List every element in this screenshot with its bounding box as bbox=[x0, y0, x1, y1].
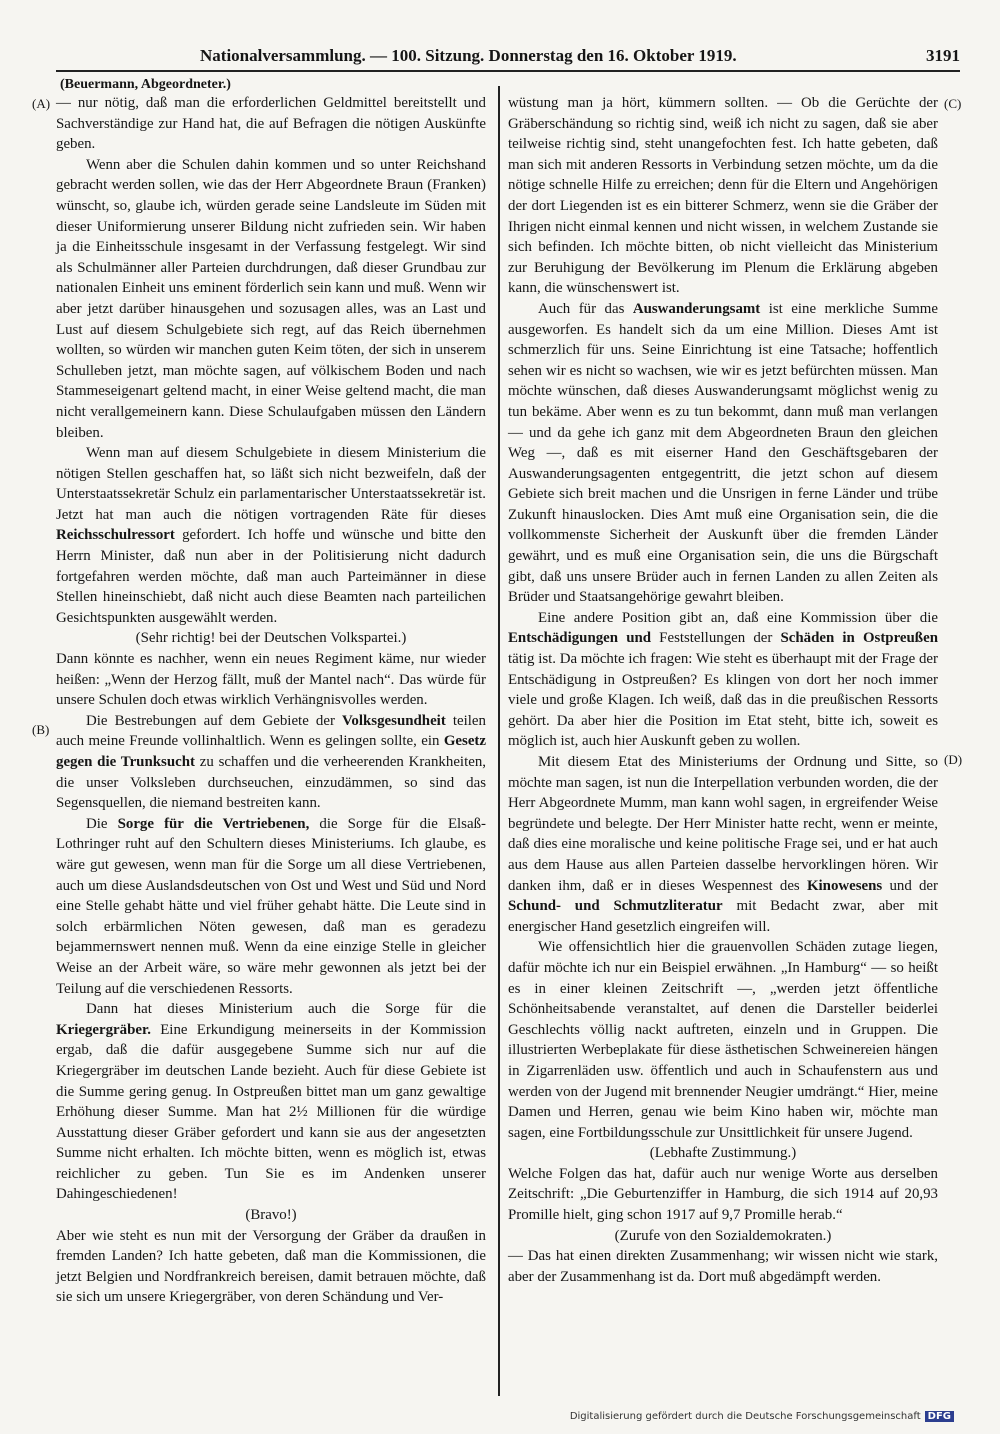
paragraph: Auch für das Auswanderungsamt ist eine merkliche Summe ausgeworfen. Es handelt sich da um eine Million. Dieses Amt ist schmerzlich für uns. Seine Einrichtung ist eine Tatsache; hoffentlich sehen wir es nicht so wachsen, wie wir es jetzt befürchten müssen. Man möchte wünschen, daß dieses Auswanderungsamt möglichst wenig zu tun bekäme. Aber wenn es zu tun bekommt, dann muß man verlangen — und da gehe ich ganz mit dem Abgeordneten Braun den gleichen Weg —, daß es mit eiserner Hand den Geschäftsgebaren der Auswanderungsagenten entgegentritt, die jetzt schon auf diesem Gebiete sich breit machen und die Unsrigen in ferne Länder und trübe Zukunft hinauslocken. Dies Amt muß eine Organisation sein, die die vollkommenste Sicherheit der Auskunft über die fremden Länder gewährt, und es muß eine Organisation sein, die uns die Bürgschaft gibt, daß uns unsere Brüder auch in fernen Landen zu allen Zeiten als Brüder und Staatsangehörige gewahrt bleiben. bbox=[508, 300, 938, 606]
margin-marker-b: (B) bbox=[32, 722, 50, 737]
paragraph: Dann könnte es nachher, wenn ein neues Regiment käme, nur wieder heißen: „Wenn der Herzog fällt, muß der Mantel nach“. Das würde für unsere Schulen doch etwas wirklich Verhängnisvolles werden. bbox=[56, 651, 486, 709]
paragraph: Wie offensichtlich hier die grauenvollen Schäden zutage liegen, dafür möchte ich nur ein Beispiel erwähnen. „In Hamburg“ — so heißt es in einer kleinen Zeitschrift —, „werden jetzt öffentliche Schönheitsabende veranstaltet, auf denen die Darsteller beiderlei Geschlechts völlig nackt auftreten, einzeln und in Gruppen. Die illustrierten Werbeplakate für diese ästhetischen Schweinereien hängen in Zigarrenläden usw. öffentlich und auch in Schaufenstern aus und werden von der Jugend mit brennender Neugier umdrängt.“ Hier, meine Damen und Herren, genau wie beim Kino haben wir, möchte man sagen, eine Fortbildungsschule zur Unsittlichkeit für unsere Jugend. bbox=[508, 939, 938, 1141]
paragraph: Die Sorge für die Vertriebenen, die Sorge für die Elsaß-Lothringer ruht auf den Schultern dieses Ministeriums. Ich glaube, es wäre gut gewesen, wenn man für die Sorge um all diese Vertriebenen, auch um diese Auslandsdeutschen von Ost und West und Süd und Nord eine Stelle gehabt hätte und viel früher gehabt hätte. Die Leute sind in solch erbärmlichen Nöten gewesen, daß man es geradezu bejammernswert nennen muß. Wenn da eine einzige Stelle in gleicher Weise an der Arbeit wäre, so wäre mehr gewonnen als jetzt bei der Teilung auf die verschiedenen Ressorts. bbox=[56, 815, 486, 997]
paragraph: Eine andere Position gibt an, daß eine Kommission über die Entschädigungen und Feststellungen der Schäden in Ostpreußen tätig ist. Da möchte ich fragen: Wie steht es überhaupt mit der Frage der Entschädigung in Ostpreußen? Es klingen von dort her noch immer viele und große Klagen. Ich weiß, daß das in die preußischen Ressorts gehört. Da aber hier die Position im Etat steht, bitte ich, soweit es möglich ist, auch hier Auskunft geben zu wollen. bbox=[508, 609, 938, 750]
keyword: Entschädigungen und bbox=[508, 630, 652, 647]
paragraph: Wenn aber die Schulen dahin kommen und so unter Reichshand gebracht werden sollen, wie das der Herr Abgeordnete Braun (Franken) wünscht, so, glaube ich, würden gerade seine Landsleute im Süden mit dieser Uniformierung unserer Bildung nicht zufrieden sein. Wir haben ja die Einheitsschule insgesamt in der Verfassung festgelegt. Wir sind als Schulmänner aller Parteien durchdrungen, daß dieser Grundbau zur nationalen Einheit uns eminent förderlich sein kann und muß. Wenn wir aber jetzt darüber hinausgehen und sozusagen alles, was an Last und Lust auf diesem Schulgebiete sich regt, auf das Reich übernehmen wollten, so würden wir manchen guten Keim töten, der sich in unserem Schulleben jetzt, man möchte sagen, auf völkischem Boden und nach Stammeseigenart geltend macht, in einer Weise geltend macht, die man nicht verallgemeinern kann. Diese Schulaufgaben müssen den Ländern bleiben. bbox=[56, 156, 486, 441]
left-column bbox=[56, 93, 486, 1308]
footer-text: Digitalisierung gefördert durch die Deutsche Forschungsgemeinschaft bbox=[569, 1411, 921, 1422]
keyword: Reichsschulressort bbox=[56, 527, 175, 544]
margin-marker-d: (D) bbox=[944, 752, 963, 767]
paragraph: Dann hat dieses Ministerium auch die Sorge für die Kriegergräber. Eine Erkundigung meinerseits in der Kommission ergab, daß die dafür ausgegebene Summe sich nur auf die Kriegergräber im deutschen Lande bezieht. Auch für diese Gebiete ist die Summe gering genug. In Ostpreußen bittet man um ganz gewaltige Erhöhung dieser Summe. Man hat 2½ Millionen für die würdige Ausstattung dieser Gräber gefordert und kann sie aus der angesetzten Summe nicht erhalten. Ich möchte bitten, wenn es möglich ist, etwas reichlicher zu geben. Tun Sie es im Andenken unserer Dahingeschiedenen! bbox=[56, 1001, 486, 1203]
margin-marker-a: (A) bbox=[32, 96, 51, 111]
keyword: Kinowesens bbox=[806, 877, 883, 894]
dfg-logo: DFG bbox=[925, 1411, 954, 1422]
keyword: Schund- und Schmutzliteratur bbox=[508, 898, 723, 915]
paragraph: wüstung man ja hört, kümmern sollten. — Ob die Gerüchte der Gräberschändung so richtig sind, weiß ich nicht zu sagen, daß sie aber teilweise richtig sind, steht unangefochten fest. Ich hatte gebeten, daß man sich mit anderen Ressorts in Verbindung setzen möchte, um da die nötige schnelle Hilfe zu erreichen; denn für die Eltern und Angehörigen der dort Liegenden ist es ein bitterer Schmerz, wenn sie die Gräber der Ihrigen nicht einmal kennen und nicht wissen, in welchem Zustande sie sich befinden. Ich möchte bitten, ob nicht vielleicht das Ministerium zur Beruhigung der Bevölkerung im Plenum die Erklärung abgeben kann, die wünschenswert ist. bbox=[508, 95, 938, 297]
column-divider bbox=[498, 86, 500, 1396]
paragraph: Aber wie steht es nun mit der Versorgung der Gräber da draußen in fremden Landen? Ich hatte gebeten, daß man die Kommissionen, die jetzt Belgien und Nordfrankreich bereisen, damit betrauen möchte, daß sie sich um unsere Kriegergräber, von deren Schändung und Ver- bbox=[56, 1227, 486, 1306]
header-title: Nationalversammlung. — 100. Sitzung. Donnerstag den 16. Oktober 1919. bbox=[200, 46, 737, 65]
header-rule bbox=[56, 70, 960, 72]
paragraph: Wenn man auf diesem Schulgebiete in diesem Ministerium die nötigen Stellen geschaffen hat, so läßt sich nicht bezweifeln, daß der Unterstaatssekretär Schulz ein parlamentarischer Unterstaatssekretär ist. Jetzt hat man auch die nötigen vortragenden Räte für dieses Reichsschulressort gefordert. Ich hoffe und wünsche und bitte den Herrn Minister, daß nun aber in der Politisierung nicht dadurch fortgefahren werden möchte, daß man auch Parteimänner in diese Stellen hineinschiebt, daß nicht auch diese Beamten nach parteilichen Gesichtspunkten ausgewählt werden. bbox=[56, 445, 486, 626]
keyword: Schäden in Ostpreußen bbox=[780, 630, 938, 647]
footer-credit bbox=[570, 1410, 954, 1424]
paragraph: — Das hat einen direkten Zusammenhang; wir wissen nicht wie stark, aber der Zusammenhang ist da. Dort muß abgedämpft werden. bbox=[508, 1248, 938, 1285]
keyword: Volksgesundheit bbox=[342, 712, 446, 729]
speaker-label: (Beuermann, Abgeordneter.) bbox=[60, 77, 231, 92]
margin-marker-c: (C) bbox=[944, 96, 962, 111]
paragraph: Welche Folgen das hat, dafür auch nur wenige Worte aus derselben Zeitschrift: „Die Geburtenziffer in Hamburg, die sich 1914 auf 20,93 Promille hielt, ging schon 1917 auf 9,7 Promille herab.“ bbox=[508, 1165, 938, 1224]
paragraph: Mit diesem Etat des Ministeriums der Ordnung und Sitte, so möchte man sagen, ist nun die Interpellation verbunden worden, die der Herr Abgeordnete Mumm, man kann wohl sagen, in ergreifender Weise begründete und belegte. Der Herr Minister hatte recht, wenn er meinte, daß dies eine moralische und keine politische Frage sei, und er hat auch aus dem Hause aus allen Parteien dasselbe hervorklingen hören. Wir danken ihm, daß er in dieses Wespennest des Kinowesens und der Schund- und Schmutzliteratur mit Bedacht zwar, aber mit energischer Hand gesetzlich eingreifen will. bbox=[508, 754, 939, 935]
interjection: (Sehr richtig! bei der Deutschen Volkspartei.) bbox=[135, 630, 407, 647]
paragraph: Die Bestrebungen auf dem Gebiete der Volksgesundheit teilen auch meine Freunde vollinhaltlich. Wenn es gelingen sollte, ein Gesetz gegen die Trunksucht zu schaffen und die verheerenden Krankheiten, die unser Volksleben durchseuchen, einzudämmen, so sind das Segensquellen, die niemand bestreiten kann. bbox=[56, 712, 486, 812]
right-column bbox=[508, 93, 938, 1287]
keyword: Kriegergräber. bbox=[56, 1021, 151, 1038]
page-header bbox=[200, 44, 960, 68]
page-number: 3191 bbox=[926, 46, 960, 65]
interjection: (Bravo!) bbox=[245, 1207, 297, 1224]
paragraph: — nur nötig, daß man die erforderlichen Geldmittel bereitstellt und Sachverständige zur Hand hat, die auf Befragen die nötigen Auskünfte geben. bbox=[56, 95, 486, 153]
keyword: Gesetz gegen die Trunksucht bbox=[56, 733, 486, 770]
keyword: Auswanderungsamt bbox=[632, 300, 761, 317]
interjection: (Lebhafte Zustimmung.) bbox=[649, 1145, 797, 1162]
keyword: Sorge für die Vertriebenen, bbox=[117, 815, 310, 832]
interjection: (Zurufe von den Sozialdemokraten.) bbox=[614, 1227, 832, 1244]
